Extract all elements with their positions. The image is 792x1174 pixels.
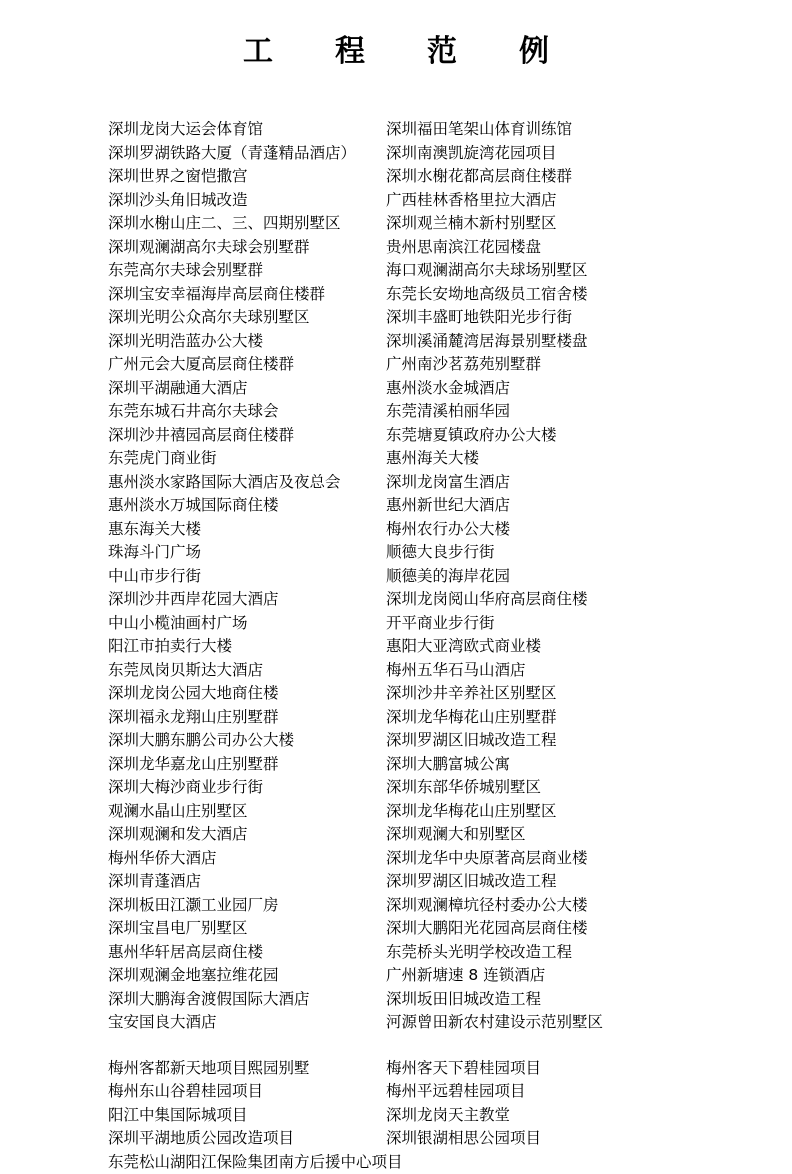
project-name: 深圳沙井西岸花园大酒店	[108, 588, 386, 612]
project-name: 深圳平湖融通大酒店	[108, 377, 386, 401]
project-name: 深圳大鹏海舍渡假国际大酒店	[108, 988, 386, 1012]
table-row	[108, 424, 752, 448]
table-row	[108, 212, 752, 236]
project-name: 深圳龙华梅花山庄别墅群	[386, 706, 752, 730]
project-name: 梅州平远碧桂园项目	[386, 1080, 752, 1104]
table-row	[108, 753, 752, 777]
project-name: 深圳水榭山庄二、三、四期别墅区	[108, 212, 386, 236]
project-name: 河源曾田新农村建设示范别墅区	[386, 1011, 752, 1035]
project-name: 海口观澜湖高尔夫球场别墅区	[386, 259, 752, 283]
project-name: 广州南沙茗荔苑别墅群	[386, 353, 752, 377]
project-name: 惠州淡水金城酒店	[386, 377, 752, 401]
project-name: 深圳观澜樟坑径村委办公大楼	[386, 894, 752, 918]
project-name: 惠东海关大楼	[108, 518, 386, 542]
table-row	[108, 612, 752, 636]
project-name: 东莞东城石井高尔夫球会	[108, 400, 386, 424]
project-name: 深圳观澜金地塞拉维花园	[108, 964, 386, 988]
tail-project-table	[108, 1057, 752, 1174]
project-name: 东莞高尔夫球会别墅群	[108, 259, 386, 283]
table-row	[108, 847, 752, 871]
project-name: 深圳水榭花都高层商住楼群	[386, 165, 752, 189]
project-name: 阳江市拍卖行大楼	[108, 635, 386, 659]
project-name: 深圳丰盛町地铁阳光步行街	[386, 306, 752, 330]
project-name: 广州元会大厦高层商住楼群	[108, 353, 386, 377]
table-row	[108, 1011, 752, 1035]
table-row	[108, 283, 752, 307]
table-row	[108, 400, 752, 424]
project-name: 梅州东山谷碧桂园项目	[108, 1080, 386, 1104]
table-row	[108, 941, 752, 965]
project-name: 深圳观澜和发大酒店	[108, 823, 386, 847]
project-name: 东莞虎门商业街	[108, 447, 386, 471]
table-row	[108, 306, 752, 330]
table-row	[108, 964, 752, 988]
project-name: 贵州思南滨江花园楼盘	[386, 236, 752, 260]
project-name: 宝安国良大酒店	[108, 1011, 386, 1035]
table-row	[108, 518, 752, 542]
project-name: 深圳青蓬酒店	[108, 870, 386, 894]
project-name: 深圳观兰楠木新村别墅区	[386, 212, 752, 236]
project-name: 深圳龙岗大运会体育馆	[108, 118, 386, 142]
project-name: 深圳大鹏阳光花园高层商住楼	[386, 917, 752, 941]
project-name: 深圳罗湖区旧城改造工程	[386, 729, 752, 753]
project-name: 深圳沙井辛养社区别墅区	[386, 682, 752, 706]
project-name: 惠州新世纪大酒店	[386, 494, 752, 518]
project-name: 深圳坂田旧城改造工程	[386, 988, 752, 1012]
section-spacer	[108, 1035, 752, 1057]
table-row	[108, 118, 752, 142]
project-name: 深圳银湖相思公园项目	[386, 1127, 752, 1151]
table-row	[108, 377, 752, 401]
project-name: 深圳龙岗天主教堂	[386, 1104, 752, 1128]
table-row	[108, 189, 752, 213]
project-name: 阳江中集国际城项目	[108, 1104, 386, 1128]
project-name: 深圳世界之窗恺撒宫	[108, 165, 386, 189]
table-row	[108, 917, 752, 941]
table-row	[108, 165, 752, 189]
table-row	[108, 1057, 752, 1081]
project-name: 惠阳大亚湾欧式商业楼	[386, 635, 752, 659]
project-name: 深圳观澜大和别墅区	[386, 823, 752, 847]
table-row	[108, 823, 752, 847]
project-name: 广州新塘速 8 连锁酒店	[386, 964, 752, 988]
table-row	[108, 894, 752, 918]
project-name: 深圳板田江灏工业园厂房	[108, 894, 386, 918]
project-name: 广西桂林香格里拉大酒店	[386, 189, 752, 213]
project-name: 惠州华轩居高层商住楼	[108, 941, 386, 965]
project-name: 深圳宝安幸福海岸高层商住楼群	[108, 283, 386, 307]
table-row	[108, 142, 752, 166]
project-name: 梅州农行办公大楼	[386, 518, 752, 542]
project-name: 深圳光明浩蓝办公大楼	[108, 330, 386, 354]
project-name: 顺德美的海岸花园	[386, 565, 752, 589]
table-row	[108, 870, 752, 894]
table-row	[108, 447, 752, 471]
table-row	[108, 541, 752, 565]
project-name: 深圳龙华嘉龙山庄别墅群	[108, 753, 386, 777]
project-name: 深圳光明公众高尔夫球别墅区	[108, 306, 386, 330]
project-name: 梅州五华石马山酒店	[386, 659, 752, 683]
table-row	[108, 682, 752, 706]
project-name: 惠州淡水万城国际商住楼	[108, 494, 386, 518]
project-name: 观澜水晶山庄别墅区	[108, 800, 386, 824]
table-row	[108, 776, 752, 800]
project-name: 深圳龙岗公园大地商住楼	[108, 682, 386, 706]
project-name: 深圳龙华梅花山庄别墅区	[386, 800, 752, 824]
table-row	[108, 706, 752, 730]
table-row	[108, 988, 752, 1012]
project-name: 深圳南澳凯旋湾花园项目	[386, 142, 752, 166]
project-name: 深圳宝昌电厂别墅区	[108, 917, 386, 941]
table-row	[108, 353, 752, 377]
project-name: 东莞塘夏镇政府办公大楼	[386, 424, 752, 448]
table-row	[108, 565, 752, 589]
project-name: 东莞桥头光明学校改造工程	[386, 941, 752, 965]
main-project-table	[108, 118, 752, 1035]
project-name: 深圳福田笔架山体育训练馆	[386, 118, 752, 142]
project-name: 梅州客天下碧桂园项目	[386, 1057, 752, 1081]
project-name: 深圳大鹏东鹏公司办公大楼	[108, 729, 386, 753]
table-row	[108, 635, 752, 659]
table-row	[108, 659, 752, 683]
project-name: 中山小榄油画村广场	[108, 612, 386, 636]
project-name: 深圳东部华侨城别墅区	[386, 776, 752, 800]
table-row	[108, 236, 752, 260]
table-row	[108, 1080, 752, 1104]
project-name: 中山市步行街	[108, 565, 386, 589]
table-row	[108, 1104, 752, 1128]
table-row	[108, 1127, 752, 1151]
project-name: 顺德大良步行街	[386, 541, 752, 565]
project-name: 东莞凤岗贝斯达大酒店	[108, 659, 386, 683]
page-title: 工 程 范 例	[0, 0, 792, 70]
project-name: 深圳溪涌麓湾居海景别墅楼盘	[386, 330, 752, 354]
project-list-content	[0, 118, 792, 1174]
project-name: 深圳平湖地质公园改造项目	[108, 1127, 386, 1151]
project-name: 开平商业步行街	[386, 612, 752, 636]
project-name: 梅州客都新天地项目熙园别墅	[108, 1057, 386, 1081]
table-row	[108, 588, 752, 612]
table-row	[108, 330, 752, 354]
project-name: 东莞清溪柏丽华园	[386, 400, 752, 424]
table-row	[108, 729, 752, 753]
project-name: 深圳龙岗富生酒店	[386, 471, 752, 495]
project-name: 惠州海关大楼	[386, 447, 752, 471]
project-name: 深圳沙井禧园高层商住楼群	[108, 424, 386, 448]
project-name-last: 东莞松山湖阳江保险集团南方后援中心项目	[108, 1151, 752, 1174]
project-name: 深圳福永龙翔山庄别墅群	[108, 706, 386, 730]
project-name: 深圳大梅沙商业步行街	[108, 776, 386, 800]
project-name: 东莞长安坳地高级员工宿舍楼	[386, 283, 752, 307]
project-name: 深圳沙头角旧城改造	[108, 189, 386, 213]
table-row	[108, 800, 752, 824]
project-name: 深圳龙岗阅山华府高层商住楼	[386, 588, 752, 612]
table-row	[108, 259, 752, 283]
project-name: 惠州淡水家路国际大酒店及夜总会	[108, 471, 386, 495]
project-name: 深圳罗湖区旧城改造工程	[386, 870, 752, 894]
project-name: 深圳龙华中央原著高层商业楼	[386, 847, 752, 871]
project-name: 深圳罗湖铁路大厦（青蓬精品酒店）	[108, 142, 386, 166]
project-name: 梅州华侨大酒店	[108, 847, 386, 871]
table-row	[108, 471, 752, 495]
project-name: 深圳观澜湖高尔夫球会别墅群	[108, 236, 386, 260]
project-name: 珠海斗门广场	[108, 541, 386, 565]
table-row	[108, 494, 752, 518]
project-name: 深圳大鹏富城公寓	[386, 753, 752, 777]
